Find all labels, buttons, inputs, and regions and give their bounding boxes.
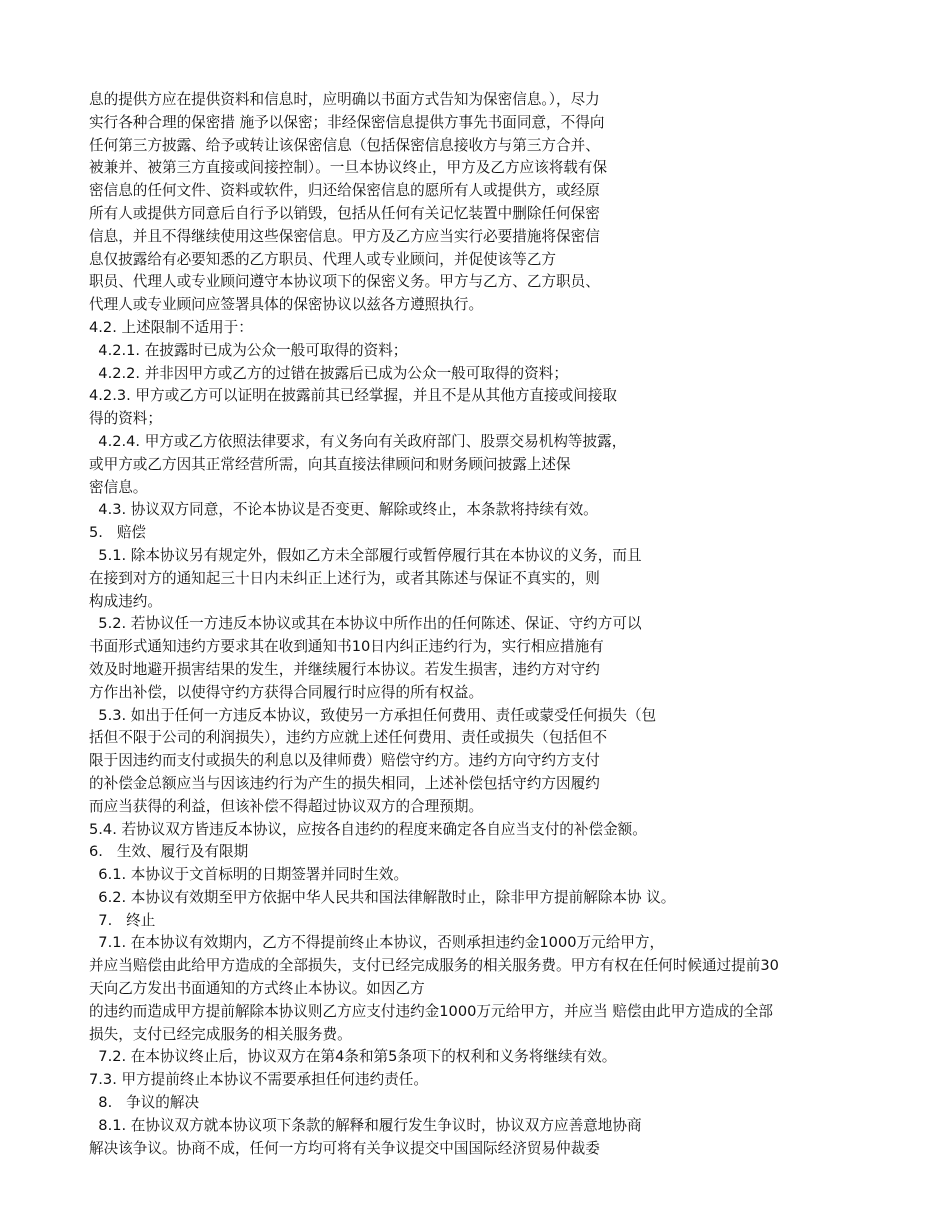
clause-line: 5.1. 除本协议另有规定外，假如乙方未全部履行或暂停履行其在本协议的义务，而且 [89,546,642,564]
clause-line: 6.1. 本协议于文首标明的日期签署并同时生效。 [89,866,409,884]
clause-line: 4.2.1. 在披露时已成为公众一般可取得的资料； [89,341,408,359]
clause-line: 5.4. 若协议双方皆违反本协议，应按各自违约的程度来确定各自应当支付的补偿金额。 [89,820,647,838]
document-body [89,89,889,1160]
text-line: 代理人或专业顾问应签署具体的保密协议以兹各方遵照执行。 [89,296,484,314]
clause-line: 7.2. 在本协议终止后，协议双方在第4条和第5条项下的权利和义务将继续有效。 [89,1048,617,1066]
text-line: 方作出补偿，以使得守约方获得合同履行时应得的所有权益。 [89,683,484,701]
text-line: 密信息的任何文件、资料或软件，归还给保密信息的愿所有人或提供方，或经原 [89,182,600,200]
section-heading: 6. 生效、履行及有限期 [89,843,249,861]
text-line: 天向乙方发出书面通知的方式终止本协议。如因乙方 [89,980,425,998]
section-heading: 5. 赔偿 [89,524,147,542]
text-line: 实行各种合理的保密措 施予以保密；非经保密信息提供方事先书面同意，不得向 [89,113,605,131]
text-line: 效及时地避开损害结果的发生，并继续履行本协议。若发生损害，违约方对守约 [89,660,600,678]
text-line: 书面形式通知违约方要求其在收到通知书10日内纠正违约行为，实行相应措施有 [89,638,604,656]
clause-line: 5.3. 如出于任何一方违反本协议，致使另一方承担任何费用、责任或蒙受任何损失（包 [89,706,657,724]
text-line: 并应当赔偿由此给甲方造成的全部损失，支付已经完成服务的相关服务费。甲方有权在任何时候通过提前30 [89,957,779,975]
clause-line: 7.1. 在本协议有效期内，乙方不得提前终止本协议，否则承担违约金1000万元给甲方， [89,934,665,952]
text-line: 密信息。 [89,478,148,496]
text-line: 任何第三方披露、给予或转让该保密信息（包括保密信息接收方与第三方合并、 [89,136,600,154]
text-line: 限于因违约而支付或损失的利息以及律师费）赔偿守约方。违约方向守约方支付 [89,752,600,770]
clause-line: 5.2. 若协议任一方违反本协议或其在本协议中所作出的任何陈述、保证、守约方可以 [89,615,642,633]
clause-line: 4.2.4. 甲方或乙方依照法律要求，有义务向有关政府部门、股票交易机构等披露， [89,432,627,450]
text-line: 信息，并且不得继续使用这些保密信息。甲方及乙方应当实行必要措施将保密信 [89,227,600,245]
text-line: 损失，支付已经完成服务的相关服务费。 [89,1025,352,1043]
clause-line: 8.1. 在协议双方就本协议项下条款的解释和履行发生争议时，协议双方应善意地协商 [89,1116,642,1134]
clause-line: 4.2.3. 甲方或乙方可以证明在披露前其已经掌握，并且不是从其他方直接或间接取 [89,387,618,405]
clause-line: 7.3. 甲方提前终止本协议不需要承担任何违约责任。 [89,1071,428,1089]
text-line: 或甲方或乙方因其正常经营所需，向其直接法律顾问和财务顾问披露上述保 [89,455,571,473]
text-line: 息仅披露给有必要知悉的乙方职员、代理人或专业顾问，并促使该等乙方 [89,250,557,268]
text-line: 职员、代理人或专业顾问遵守本协议项下的保密义务。甲方与乙方、乙方职员、 [89,273,600,291]
text-line: 被兼并、被第三方直接或间接控制）。一旦本协议终止，甲方及乙方应该将载有保 [89,159,608,177]
clause-line: 4.2.2. 并非因甲方或乙方的过错在披露后已成为公众一般可取得的资料； [89,364,568,382]
section-heading: 8. 争议的解决 [89,1094,200,1112]
clause-line: 4.3. 协议双方同意，不论本协议是否变更、解除或终止，本条款将持续有效。 [89,501,598,519]
text-line: 息的提供方应在提供资料和信息时，应明确以书面方式告知为保密信息。），尽力 [89,91,600,108]
text-line: 的违约而造成甲方提前解除本协议则乙方应支付违约金1000万元给甲方，并应当 赔偿由此甲方造成的全部 [89,1002,773,1020]
text-line: 在接到对方的通知起三十日内未纠正上述行为，或者其陈述与保证不真实的，则 [89,569,600,587]
clause-line: 6.2. 本协议有效期至甲方依据中华人民共和国法律解散时止，除非甲方提前解除本协 议。 [89,888,676,906]
text-line: 解决该争议。协商不成，任何一方均可将有关争议提交中国国际经济贸易仲裁委 [89,1139,600,1157]
text-line: 而应当获得的利益，但该补偿不得超过协议双方的合理预期。 [89,797,484,815]
section-heading: 7. 终止 [89,911,156,929]
text-line: 括但不限于公司的利润损失），违约方应就上述任何费用、责任或损失（包括但不 [89,729,608,747]
text-line: 的补偿金总额应当与因该违约行为产生的损失相同，上述补偿包括守约方因履约 [89,774,600,792]
text-line: 所有人或提供方同意后自行予以销毁，包括从任何有关记忆装置中删除任何保密 [89,204,600,222]
text-line: 构成违约。 [89,592,162,610]
text-line: 得的资料； [89,410,162,428]
section-heading: 4.2. 上述限制不适用于： [89,318,253,336]
